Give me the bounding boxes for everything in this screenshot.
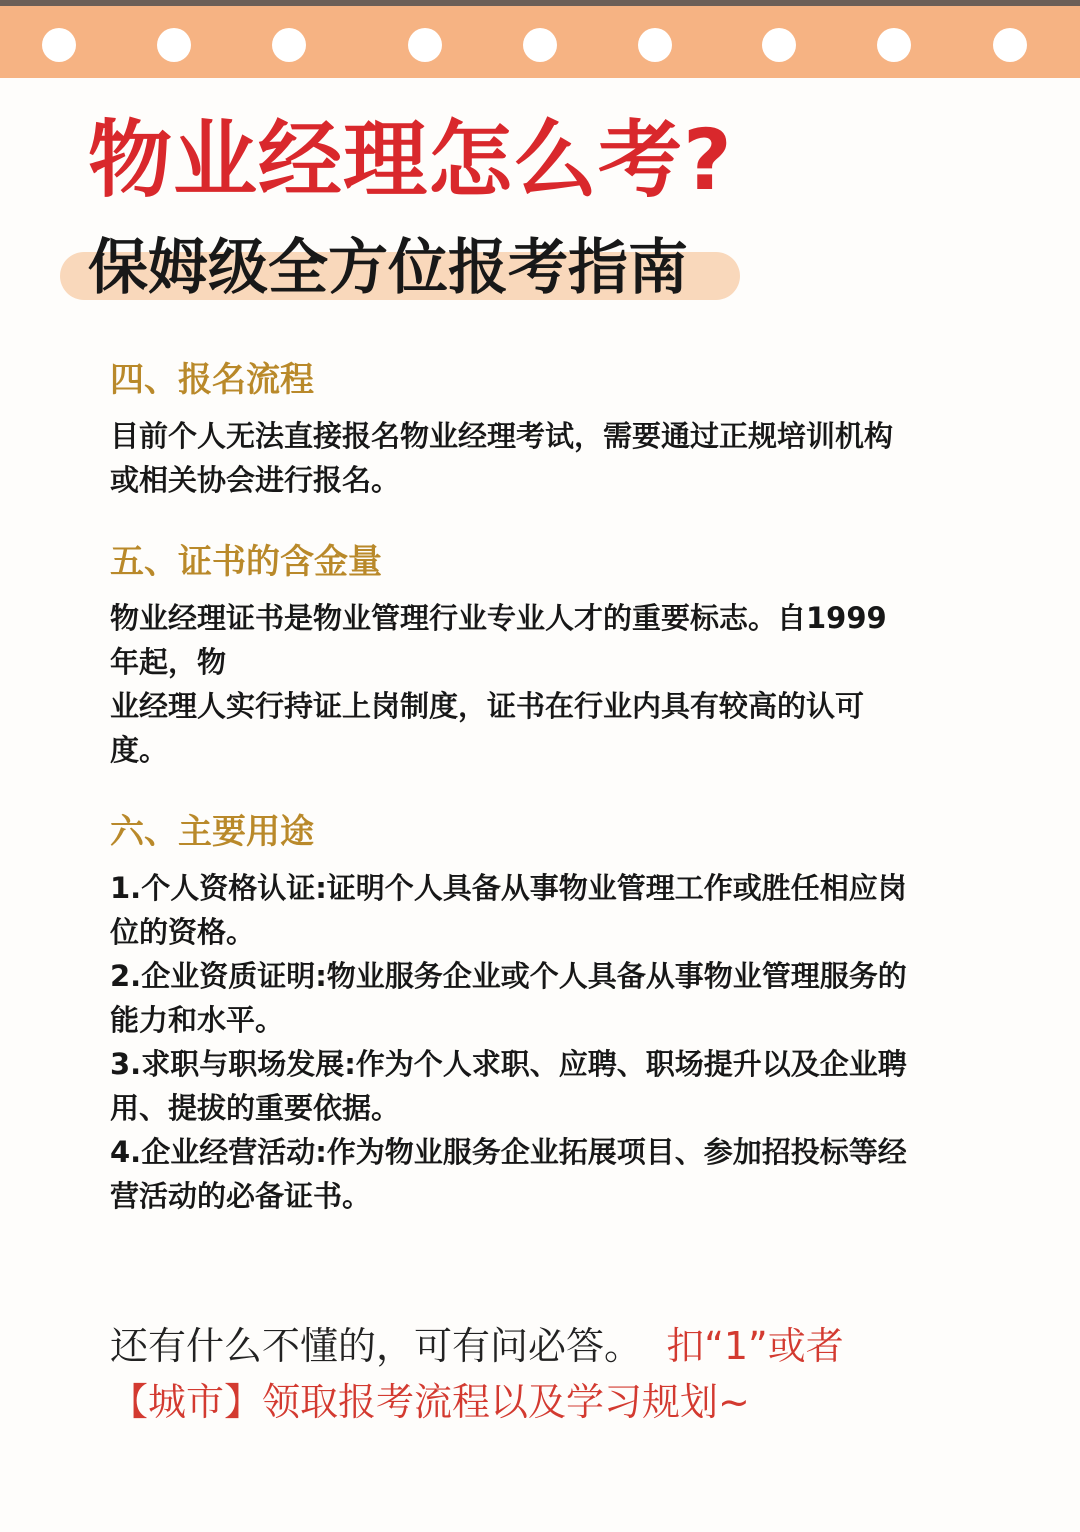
section-paragraph (110, 866, 990, 1218)
paragraph-line: 度。 (110, 733, 169, 767)
section-paragraph (110, 414, 990, 502)
section-registration-process (110, 356, 990, 502)
section-heading: 五、证书的含金量 (110, 542, 382, 582)
footer-line (110, 1318, 1010, 1374)
binder-hole (157, 28, 191, 62)
section-main-uses (110, 808, 990, 1218)
paragraph-line: 用、提拔的重要依据。 (110, 1091, 401, 1125)
binder-hole (523, 28, 557, 62)
binder-hole (762, 28, 796, 62)
binder-hole (638, 28, 672, 62)
paragraph-line: 位的资格。 (110, 915, 256, 949)
paragraph-line: 营活动的必备证书。 (110, 1179, 372, 1213)
footer-call-to-action (110, 1318, 1010, 1430)
binder-hole (993, 28, 1027, 62)
binder-band (0, 6, 1080, 78)
binder-hole (408, 28, 442, 62)
footer-highlight-line: 【城市】领取报考流程以及学习规划~ (110, 1380, 750, 1424)
paragraph-line: 4.企业经营活动:作为物业服务企业拓展项目、参加招投标等经 (110, 1135, 907, 1169)
paragraph-line: 2.企业资质证明:物业服务企业或个人具备从事物业管理服务的 (110, 959, 907, 993)
paragraph-line: 或相关协会进行报名。 (110, 463, 401, 497)
binder-hole (42, 28, 76, 62)
paragraph-line: 年起，物 (110, 645, 227, 679)
paragraph-line: 能力和水平。 (110, 1003, 285, 1037)
paragraph-line: 物业经理证书是物业管理行业专业人才的重要标志。自1999 (110, 601, 887, 635)
paragraph-line: 1.个人资格认证:证明个人具备从事物业管理工作或胜任相应岗 (110, 871, 907, 905)
page-subtitle: 保姆级全方位报考指南 (88, 233, 688, 303)
footer-highlight: 扣“1”或者 (666, 1324, 844, 1368)
section-heading: 六、主要用途 (110, 812, 314, 852)
paragraph-line: 业经理人实行持证上岗制度，证书在行业内具有较高的认可 (110, 689, 865, 723)
paragraph-line: 3.求职与职场发展:作为个人求职、应聘、职场提升以及企业聘 (110, 1047, 907, 1081)
page-title: 物业经理怎么考? (88, 111, 733, 209)
section-heading: 四、报名流程 (110, 360, 314, 400)
footer-text: 还有什么不懂的，可有问必答。 (110, 1324, 643, 1368)
paragraph-line: 目前个人无法直接报名物业经理考试，需要通过正规培训机构 (110, 419, 894, 453)
binder-hole (877, 28, 911, 62)
section-paragraph (110, 596, 990, 772)
binder-hole (272, 28, 306, 62)
section-certificate-value (110, 538, 990, 772)
